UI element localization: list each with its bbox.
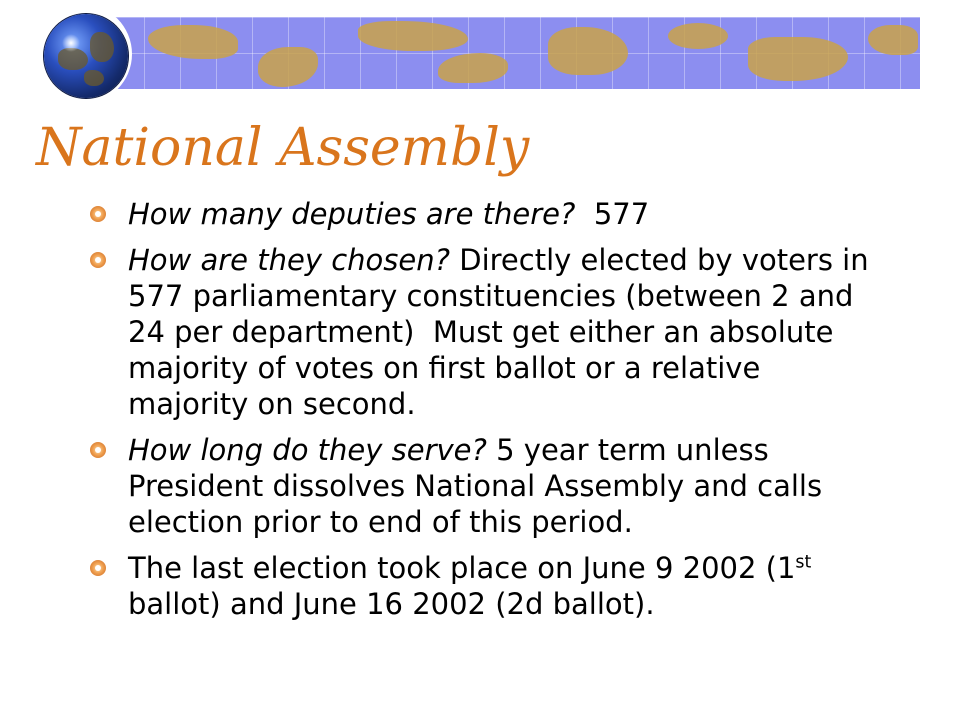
- map-landmass: [148, 25, 238, 59]
- map-landmass: [868, 25, 918, 55]
- map-landmass: [438, 53, 508, 83]
- bullet-icon: [90, 442, 106, 458]
- bullet-list: [90, 196, 880, 632]
- bullet-item: [90, 432, 880, 540]
- world-map-banner: [108, 17, 920, 89]
- bullet-question: How are they chosen?: [128, 243, 451, 277]
- bullet-item: [90, 196, 880, 232]
- bullet-answer: 5 year term unless President dissolves National Assembly and calls election prior to end of this period.: [128, 433, 832, 539]
- bullet-icon: [90, 560, 106, 576]
- map-landmass: [258, 47, 318, 87]
- map-landmass: [548, 27, 628, 75]
- bullet-item: [90, 242, 880, 422]
- globe-landmass: [90, 32, 114, 62]
- map-landmass: [668, 23, 728, 49]
- ordinal-superscript: st: [795, 552, 812, 573]
- bullet-answer: Directly elected by voters in 577 parliamentary constituencies (between 2 and 24 per department) Must get either an absolute majority of votes on first ballot or a relative majority on second.: [128, 243, 878, 421]
- bullet-answer: 577: [575, 197, 650, 231]
- slide-title: National Assembly: [36, 118, 530, 178]
- bullet-text-end: ballot) and June 16 2002 (2d ballot).: [128, 551, 821, 621]
- bullet-icon: [90, 206, 106, 222]
- globe-icon: [44, 14, 128, 98]
- bullet-question: How long do they serve?: [128, 433, 487, 467]
- globe-glint: [62, 34, 80, 52]
- bullet-item: [90, 550, 880, 622]
- bullet-question: How many deputies are there?: [128, 197, 576, 231]
- map-landmass: [358, 21, 468, 51]
- globe-landmass: [84, 70, 104, 86]
- map-landmass: [748, 37, 848, 81]
- bullet-text: The last election took place on June 9 2002 (1: [128, 551, 796, 585]
- globe-backdrop: [14, 4, 132, 104]
- bullet-icon: [90, 252, 106, 268]
